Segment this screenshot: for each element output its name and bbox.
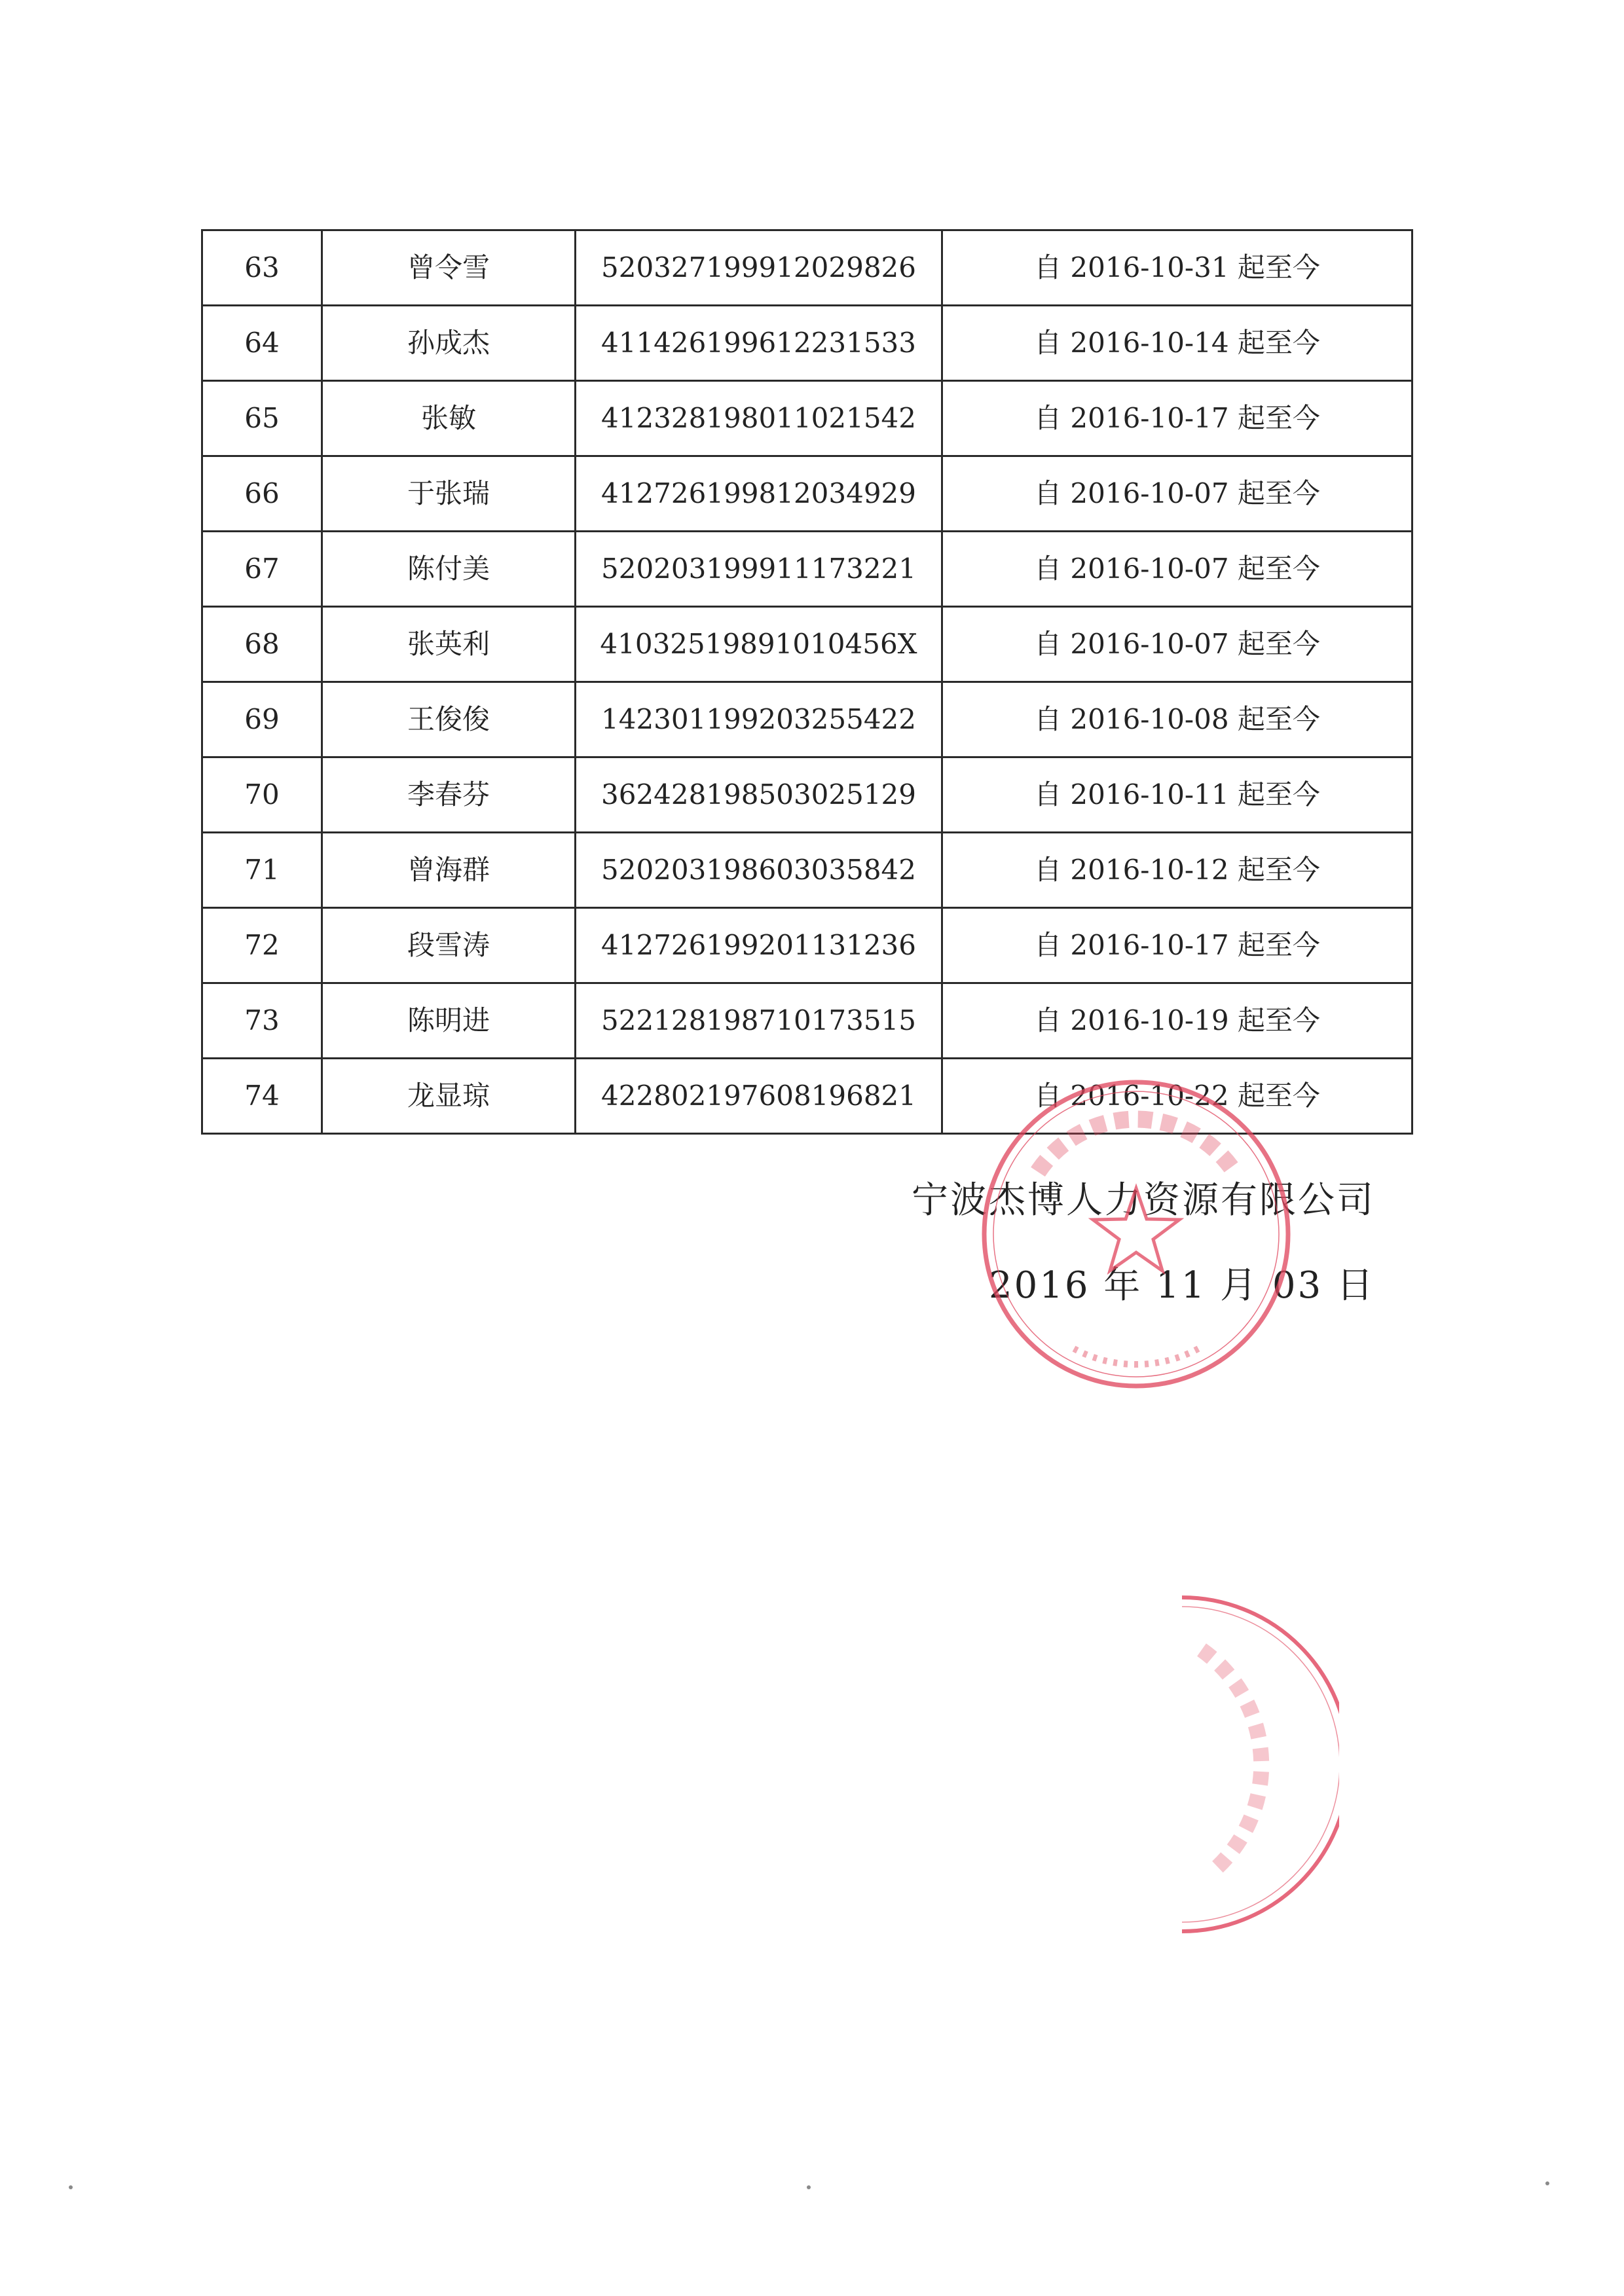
employee-name: 曾海群	[322, 833, 576, 908]
employment-period: 自 2016-10-12 起至今	[942, 833, 1412, 908]
table-row	[202, 757, 1412, 833]
partial-seal-icon	[1175, 1591, 1339, 1938]
scan-mark	[69, 2185, 73, 2189]
row-number: 74	[202, 1059, 322, 1134]
employment-period: 自 2016-10-07 起至今	[942, 456, 1412, 532]
id-number: 422802197608196821	[576, 1059, 942, 1134]
employment-period: 自 2016-10-07 起至今	[942, 532, 1412, 607]
employment-period: 自 2016-10-31 起至今	[942, 230, 1412, 306]
employment-period: 自 2016-10-14 起至今	[942, 306, 1412, 381]
employee-name: 张敏	[322, 381, 576, 456]
employee-name: 王俊俊	[322, 682, 576, 757]
employee-name: 陈付美	[322, 532, 576, 607]
table-row	[202, 1059, 1412, 1134]
scan-mark	[1545, 2181, 1549, 2185]
employment-period: 自 2016-10-19 起至今	[942, 983, 1412, 1059]
employment-period: 自 2016-10-22 起至今	[942, 1059, 1412, 1134]
table-row	[202, 306, 1412, 381]
id-number: 411426199612231533	[576, 306, 942, 381]
employment-period: 自 2016-10-17 起至今	[942, 381, 1412, 456]
table-row	[202, 833, 1412, 908]
employment-period: 自 2016-10-08 起至今	[942, 682, 1412, 757]
employee-name: 李春芬	[322, 757, 576, 833]
id-number: 520203198603035842	[576, 833, 942, 908]
employment-period: 自 2016-10-17 起至今	[942, 908, 1412, 983]
row-number: 73	[202, 983, 322, 1059]
employee-name: 张英利	[322, 607, 576, 682]
employment-period: 自 2016-10-11 起至今	[942, 757, 1412, 833]
employee-name: 曾令雪	[322, 230, 576, 306]
id-number: 520203199911173221	[576, 532, 942, 607]
id-number: 412328198011021542	[576, 381, 942, 456]
employee-name: 于张瑞	[322, 456, 576, 532]
employee-name: 孙成杰	[322, 306, 576, 381]
row-number: 71	[202, 833, 322, 908]
table-row	[202, 682, 1412, 757]
employment-period: 自 2016-10-07 起至今	[942, 607, 1412, 682]
signature-date: 2016 年 11 月 03 日	[988, 1264, 1375, 1307]
employee-name: 陈明进	[322, 983, 576, 1059]
id-number: 520327199912029826	[576, 230, 942, 306]
table-row	[202, 983, 1412, 1059]
table-row	[202, 381, 1412, 456]
row-number: 69	[202, 682, 322, 757]
row-number: 64	[202, 306, 322, 381]
employee-table	[201, 229, 1413, 1135]
employee-table-body	[202, 230, 1412, 1134]
table-row	[202, 456, 1412, 532]
employee-name: 龙显琼	[322, 1059, 576, 1134]
row-number: 66	[202, 456, 322, 532]
table-row	[202, 230, 1412, 306]
id-number: 412726199812034929	[576, 456, 942, 532]
employee-name: 段雪涛	[322, 908, 576, 983]
signature-organization: 宁波杰博人力资源有限公司	[912, 1179, 1375, 1222]
id-number: 142301199203255422	[576, 682, 942, 757]
table-row	[202, 908, 1412, 983]
id-number: 522128198710173515	[576, 983, 942, 1059]
row-number: 70	[202, 757, 322, 833]
row-number: 68	[202, 607, 322, 682]
row-number: 67	[202, 532, 322, 607]
id-number: 412726199201131236	[576, 908, 942, 983]
scan-mark	[807, 2185, 811, 2189]
row-number: 72	[202, 908, 322, 983]
row-number: 65	[202, 381, 322, 456]
id-number: 41032519891010456X	[576, 607, 942, 682]
row-number: 63	[202, 230, 322, 306]
table-row	[202, 532, 1412, 607]
table-row	[202, 607, 1412, 682]
id-number: 362428198503025129	[576, 757, 942, 833]
